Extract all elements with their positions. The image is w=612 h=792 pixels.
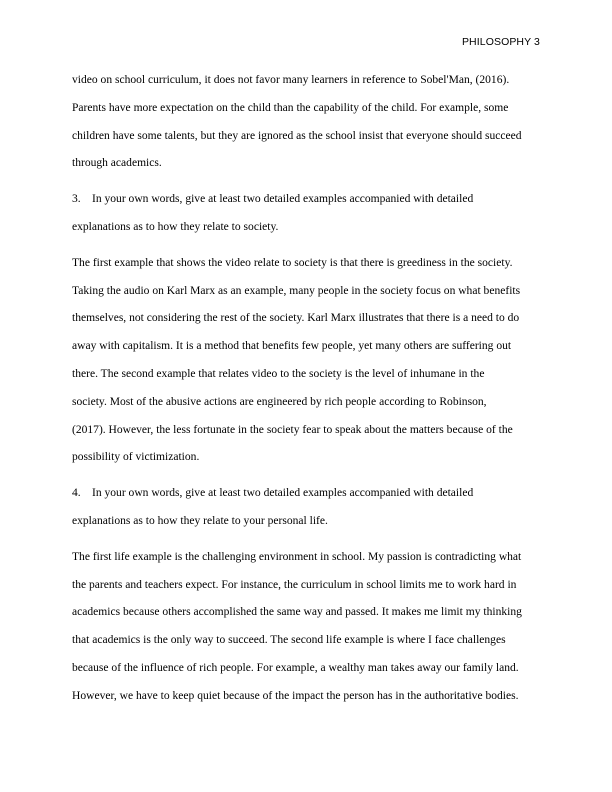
document-body <box>72 67 542 719</box>
text-line: Taking the audio on Karl Marx as an example, many people in the society focus on what benefits <box>72 284 521 297</box>
text-line: because of the influence of rich people. For example, a wealthy man takes away our family land. <box>72 661 519 674</box>
question-3 <box>72 186 542 242</box>
text-line: Parents have more expectation on the child than the capability of the child. For example, some <box>72 101 509 114</box>
paragraph-continuation <box>72 67 542 178</box>
text-line: video on school curriculum, it does not favor many learners in reference to Sobel'Man, (2016). <box>72 74 510 86</box>
text-line: there. The second example that relates video to the society is the level of inhumane in the <box>72 367 485 380</box>
text-line: through academics. <box>72 157 162 170</box>
text-line: However, we have to keep quiet because of the impact the person has in the authoritative bodies. <box>72 689 519 702</box>
running-head: PHILOSOPHY 3 <box>461 36 540 48</box>
text-line: society. Most of the abusive actions are engineered by rich people according to Robinson, <box>72 395 487 408</box>
text-line: (2017). However, the less fortunate in the society fear to speak about the matters because of the <box>72 423 513 436</box>
text-line: themselves, not considering the rest of the society. Karl Marx illustrates that there is a need to do <box>72 312 520 325</box>
text-line: explanations as to how they relate to your personal life. <box>72 514 328 527</box>
text-line: The first example that shows the video relate to society is that there is greediness in the society. <box>72 256 513 269</box>
text-line: children have some talents, but they are ignored as the school insist that everyone should succeed <box>72 129 522 142</box>
text-line: In your own words, give at least two detailed examples accompanied with detailed <box>92 487 474 500</box>
text-line: possibility of victimization. <box>72 451 200 464</box>
text-line: The first life example is the challenging environment in school. My passion is contradicting what <box>72 550 522 563</box>
text-line: away with capitalism. It is a method that benefits few people, yet many others are suffering out <box>72 340 512 353</box>
answer-3 <box>72 250 542 472</box>
question-number: 3. <box>72 193 81 206</box>
question-number: 4. <box>72 487 81 500</box>
text-line: explanations as to how they relate to society. <box>72 220 279 233</box>
text-line: the parents and teachers expect. For instance, the curriculum in school limits me to work hard in <box>72 578 517 591</box>
answer-4 <box>72 544 542 711</box>
text-line: that academics is the only way to succeed. The second life example is where I face challenges <box>72 634 506 647</box>
question-4 <box>72 480 542 536</box>
text-line: In your own words, give at least two detailed examples accompanied with detailed <box>92 193 474 206</box>
text-line: academics because others accomplished the same way and passed. It makes me limit my thinking <box>72 606 522 619</box>
